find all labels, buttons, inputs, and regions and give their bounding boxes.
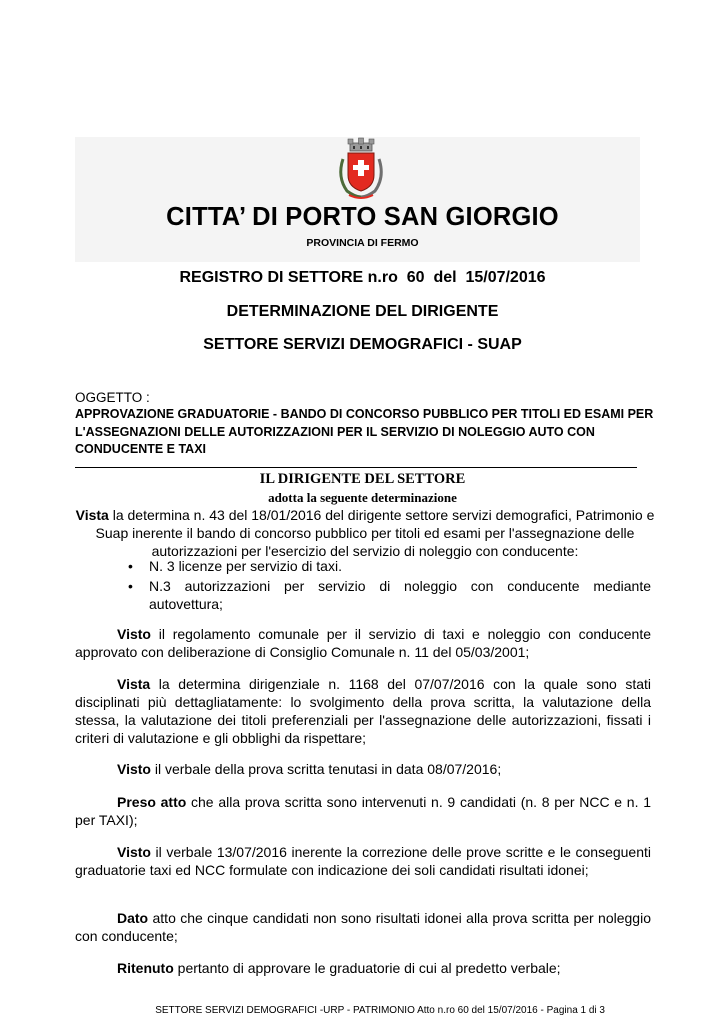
paragraph-text: la determina n. 43 del 18/01/2016 del dirigente settore servizi demografici, Patrimonio e Suap inerente il bando di concorso pubblico per titoli ed esami per l'assegnazione delle autorizzazioni per l'esercizio del servizio di noleggio con conducente: bbox=[95, 507, 655, 559]
paragraph-text: il verbale 13/07/2016 inerente la correzione delle prove scritte e le conseguenti graduatorie taxi ed NCC formulate con indicazione dei soli candidati risultati idonei; bbox=[75, 844, 651, 878]
list-item bbox=[128, 577, 651, 613]
paragraph-lead: Vista bbox=[75, 507, 109, 523]
paragraph-text: che alla prova scritta sono intervenuti n. 9 candidati (n. 8 per NCC e n. 1 per TAXI); bbox=[75, 794, 651, 828]
paragraph-visto-regolamento bbox=[75, 625, 651, 661]
paragraph-vista-dirigenziale bbox=[75, 675, 651, 747]
paragraph-vista-determina bbox=[72, 506, 658, 560]
page-footer: SETTORE SERVIZI DEMOGRAFICI -URP - PATRIMONIO Atto n.ro 60 del 15/07/2016 - Pagina 1 di 3 bbox=[155, 1005, 605, 1016]
paragraph-text: atto che cinque candidati non sono risultati idonei alla prova scritta per noleggio con conducente; bbox=[75, 910, 651, 944]
paragraph-text: la determina dirigenziale n. 1168 del 07/07/2016 con la quale sono stati disciplinati più dettagliatamente: lo svolgimento della prova scritta, la valutazione della stessa, la valutazione dei titoli preferenziali per l'assegnazione delle autorizzazioni, fissati i criteri di valutazione e gli obblighi da rispettare; bbox=[75, 676, 651, 746]
divider bbox=[75, 467, 637, 468]
bullet-list bbox=[128, 557, 651, 615]
oggetto-text: APPROVAZIONE GRADUATORIE - BANDO DI CONCORSO PUBBLICO PER TITOLI ED ESAMI PER L'ASSEGNAZIONI DELLE AUTORIZZAZIONI PER IL SERVIZIO DI NOLEGGIO AUTO CON CONDUCENTE E TAXI bbox=[75, 407, 654, 456]
city-title: CITTA’ DI PORTO SAN GIORGIO bbox=[166, 203, 559, 231]
paragraph-lead: Visto bbox=[117, 626, 151, 642]
paragraph-visto-verbale bbox=[75, 760, 651, 778]
list-item bbox=[128, 557, 651, 575]
paragraph-dato-atto bbox=[75, 909, 651, 945]
paragraph-text: il verbale della prova scritta tenutasi in data 08/07/2016; bbox=[150, 761, 502, 777]
paragraph-lead: Vista bbox=[117, 676, 151, 692]
list-item-text: N.3 autorizzazioni per servizio di noleggio con conducente mediante autovettura; bbox=[149, 578, 651, 612]
paragraph-preso-atto bbox=[75, 793, 651, 829]
bullet-icon: • bbox=[128, 578, 133, 594]
paragraph-lead: Dato bbox=[117, 910, 149, 926]
paragraph-text: pertanto di approvare le graduatorie di cui al predetto verbale; bbox=[173, 960, 561, 976]
province-subtitle: PROVINCIA DI FERMO bbox=[306, 237, 419, 249]
settore-title: SETTORE SERVIZI DEMOGRAFICI - SUAP bbox=[203, 336, 522, 353]
dirigente-heading: IL DIRIGENTE DEL SETTORE bbox=[259, 471, 466, 487]
paragraph-lead: Visto bbox=[117, 844, 151, 860]
oggetto-label: OGGETTO : bbox=[75, 390, 150, 405]
adotta-subheading: adotta la seguente determinazione bbox=[268, 490, 457, 505]
paragraph-visto-correzione bbox=[75, 843, 651, 879]
paragraph-lead: Ritenuto bbox=[117, 960, 174, 976]
crest-icon bbox=[333, 137, 389, 201]
registro-line: REGISTRO DI SETTORE n.ro 60 del 15/07/2016 bbox=[179, 269, 546, 286]
paragraph-ritenuto bbox=[75, 959, 651, 977]
list-item-text: N. 3 licenze per servizio di taxi. bbox=[149, 558, 342, 574]
paragraph-lead: Visto bbox=[117, 761, 151, 777]
determinazione-title: DETERMINAZIONE DEL DIRIGENTE bbox=[226, 303, 499, 320]
bullet-icon: • bbox=[128, 558, 133, 574]
paragraph-lead: Preso atto bbox=[117, 794, 187, 810]
paragraph-text: il regolamento comunale per il servizio di taxi e noleggio con conducente approvato con deliberazione di Consiglio Comunale n. 11 del 05/03/2001; bbox=[75, 626, 651, 660]
